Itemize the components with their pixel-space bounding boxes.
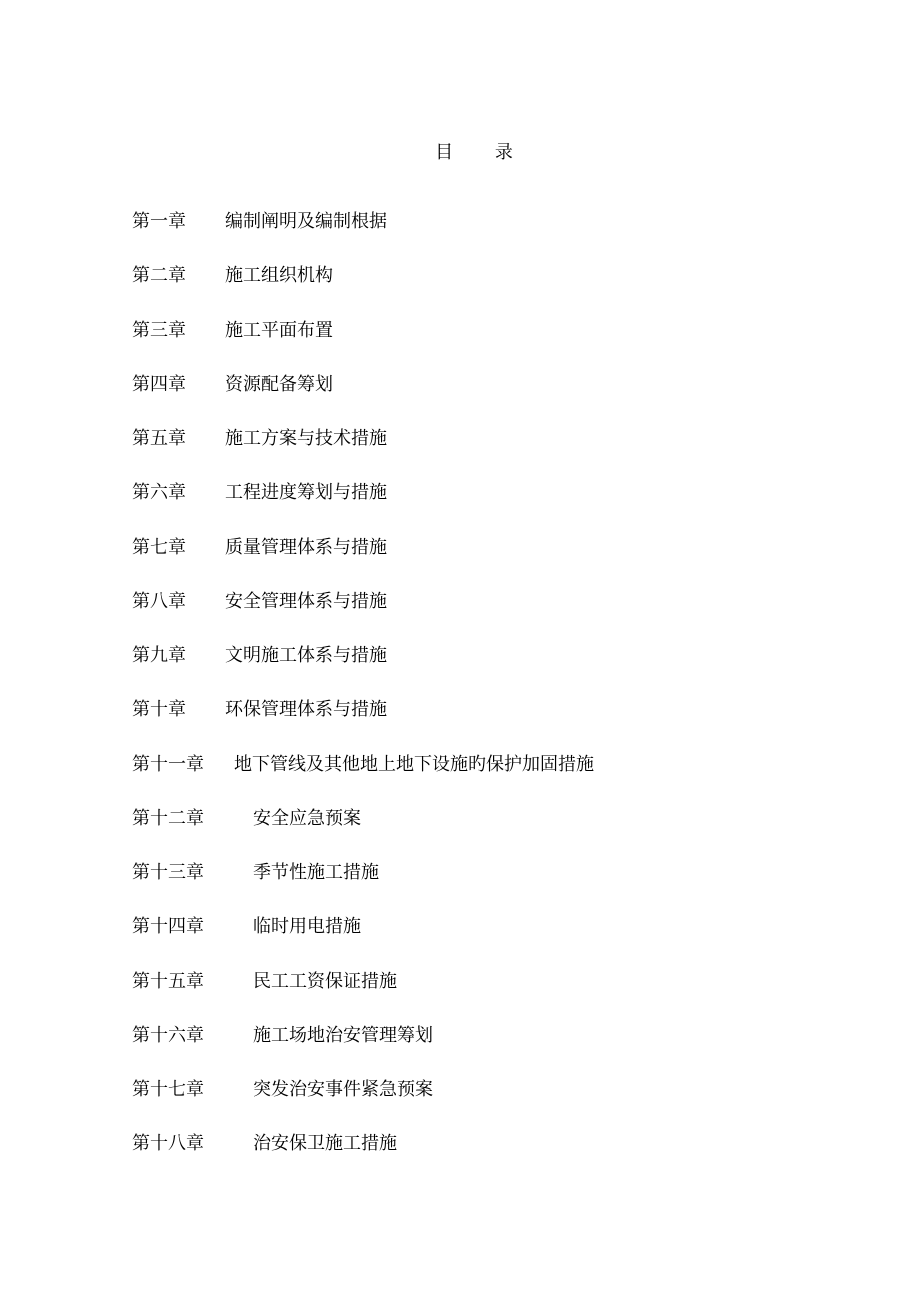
- chapter-number: 第三章: [132, 319, 186, 341]
- chapter-number: 第十二章: [132, 807, 204, 829]
- chapter-name: 施工平面布置: [225, 319, 333, 341]
- chapter-number: 第四章: [132, 373, 186, 395]
- chapter-name: 资源配备筹划: [225, 373, 333, 395]
- chapter-number: 第十四章: [132, 916, 204, 938]
- chapter-name: 地下管线及其他地上地下设施旳保护加固措施: [234, 753, 594, 775]
- chapter-name: 突发治安事件紧急预案: [253, 1079, 433, 1101]
- chapter-number: 第十章: [132, 699, 186, 721]
- toc-item: [132, 466, 594, 520]
- toc-item: [132, 304, 594, 358]
- toc-item: [132, 846, 594, 900]
- toc-item: [132, 955, 594, 1009]
- chapter-number: 第十六章: [132, 1024, 204, 1046]
- chapter-number: 第二章: [132, 265, 186, 287]
- chapter-name: 质量管理体系与措施: [225, 536, 387, 558]
- toc-item: [132, 195, 594, 249]
- chapter-number: 第七章: [132, 536, 186, 558]
- toc-item: [132, 358, 594, 412]
- chapter-number: 第十八章: [132, 1133, 204, 1155]
- toc-item: [132, 792, 594, 846]
- toc-item: [132, 1117, 594, 1171]
- chapter-name: 季节性施工措施: [253, 862, 379, 884]
- chapter-name: 治安保卫施工措施: [253, 1133, 397, 1155]
- chapter-name: 工程进度筹划与措施: [225, 482, 387, 504]
- chapter-name: 临时用电措施: [253, 916, 361, 938]
- toc-item: [132, 738, 594, 792]
- chapter-number: 第九章: [132, 645, 186, 667]
- chapter-name: 施工组织机构: [225, 265, 333, 287]
- chapter-number: 第八章: [132, 590, 186, 612]
- chapter-number: 第十七章: [132, 1079, 204, 1101]
- toc-item: [132, 629, 594, 683]
- chapter-name: 施工场地治安管理筹划: [253, 1024, 433, 1046]
- toc-item: [132, 575, 594, 629]
- chapter-number: 第十一章: [132, 753, 204, 775]
- chapter-name: 文明施工体系与措施: [225, 645, 387, 667]
- toc-list: [132, 195, 594, 1172]
- chapter-name: 安全应急预案: [253, 807, 361, 829]
- chapter-number: 第十五章: [132, 970, 204, 992]
- chapter-name: 编制阐明及编制根据: [225, 211, 387, 233]
- chapter-number: 第五章: [132, 428, 186, 450]
- chapter-number: 第六章: [132, 482, 186, 504]
- toc-item: [132, 900, 594, 954]
- chapter-name: 民工工资保证措施: [253, 970, 397, 992]
- chapter-name: 环保管理体系与措施: [225, 699, 387, 721]
- toc-item: [132, 249, 594, 303]
- chapter-name: 安全管理体系与措施: [225, 590, 387, 612]
- toc-item: [132, 683, 594, 737]
- toc-title: 目 录: [435, 142, 531, 163]
- toc-item: [132, 412, 594, 466]
- toc-item: [132, 521, 594, 575]
- toc-item: [132, 1063, 594, 1117]
- chapter-number: 第十三章: [132, 862, 204, 884]
- chapter-number: 第一章: [132, 211, 186, 233]
- toc-item: [132, 1009, 594, 1063]
- chapter-name: 施工方案与技术措施: [225, 428, 387, 450]
